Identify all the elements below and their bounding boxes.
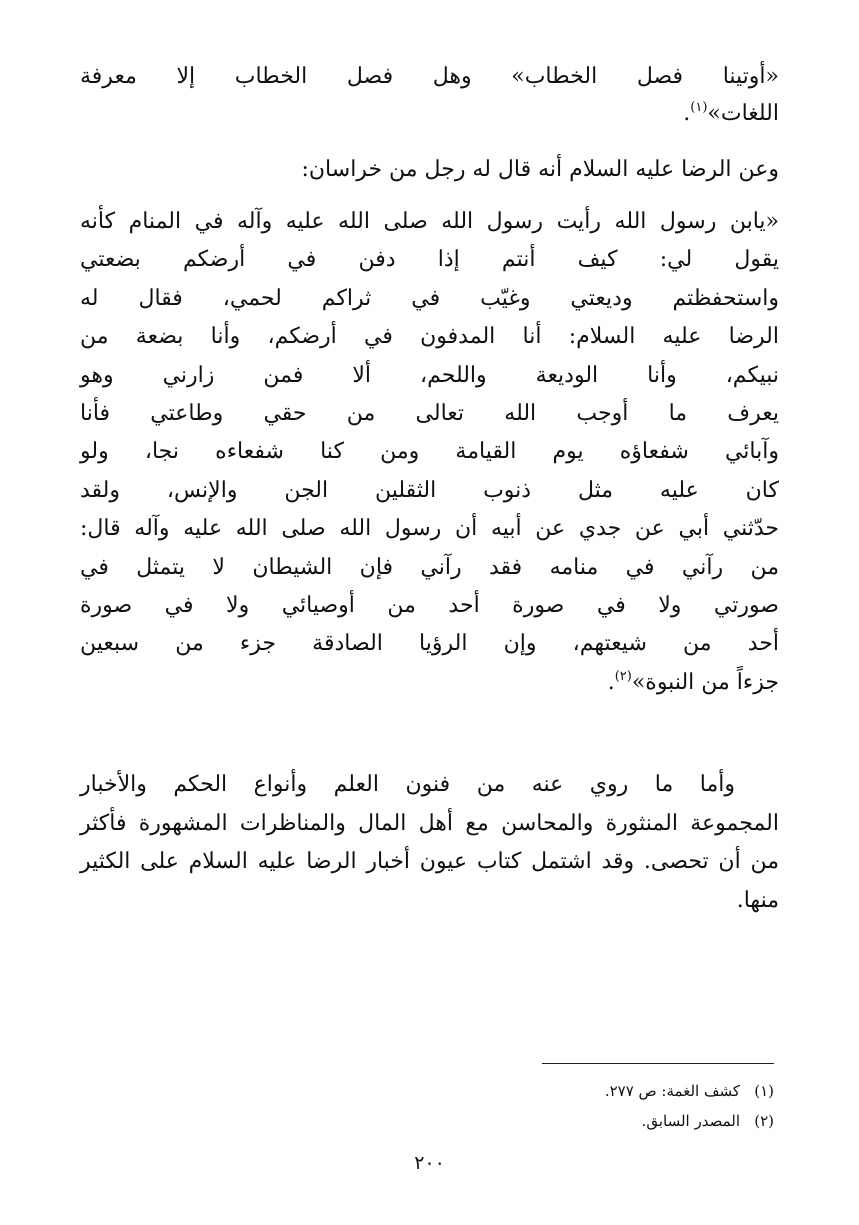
quote-line: أحد من شيعتهم، وإن الرؤيا الصادقة جزء من سبعين (80, 631, 779, 657)
footnote-number: (١) (754, 1082, 774, 1100)
closing-line: منها. (736, 888, 779, 914)
leadin-line: وعن الرضا عليه السلام أنه قال له رجل من خراسان: (301, 157, 779, 182)
footnotes (605, 1076, 774, 1136)
quote-line: حدّثني أبي عن جدي عن أبيه أن رسول الله صلى الله عليه وآله قال: (80, 516, 779, 542)
footnote-text: المصدر السابق. (641, 1112, 740, 1130)
footnote-divider (542, 1063, 774, 1064)
narration-leadin (60, 151, 779, 188)
quote-last-text: جزءاً من النبوة» (631, 669, 779, 695)
footnote-ref-1: (١) (690, 100, 708, 115)
quote-line: يعرف ما أوجب الله تعالى من حقي وطاعتي فأنا (80, 401, 779, 427)
closing-line: وأما ما روي عنه من فنون العلم وأنواع الحكم والأخبار (80, 772, 735, 797)
quote-line: الرضا عليه السلام: أنا المدفون في أرضكم، وأنا بضعة من (80, 324, 779, 350)
closing-line: المجموعة المنثورة والمحاسن مع أهل المال والمناظرات المشهورة فأكثر (80, 810, 779, 836)
intro-quote (80, 58, 779, 132)
quote-line: من رآني في منامه فقد رآني فإن الشيطان لا يتمثل في (80, 554, 779, 580)
quote-line-last (80, 664, 779, 702)
intro-line-2-text: اللغات» (707, 101, 779, 126)
footnote-item (605, 1106, 774, 1136)
footnote-text: كشف الغمة: ص ٢٧٧. (604, 1082, 740, 1100)
quote-line: واستحفظتم وديعتي وغيّب في ثراكم لحمي، فقال له (80, 285, 779, 311)
footnote-number: (٢) (754, 1112, 774, 1130)
quote-end-mark: . (607, 669, 615, 695)
intro-line-1: «أوتينا فصل الخطاب» وهل فصل الخطاب إلا معرفة (80, 64, 779, 89)
footnote-ref-2: (٢) (614, 668, 632, 684)
footnote-item (605, 1076, 774, 1106)
quote-line: كان عليه مثل ذنوب الثقلين الجن والإنس، ولقد (80, 477, 779, 503)
quote-line: نبيكم، وأنا الوديعة واللحم، ألا فمن زارني وهو (80, 362, 779, 388)
quote-line: «يابن رسول الله رأيت رسول الله صلى الله عليه وآله في المنام كأنه (80, 209, 779, 234)
hadith-quote (80, 203, 779, 702)
quote-line: صورتي ولا في صورة أحد من أوصيائي ولا في صورة (80, 593, 779, 619)
closing-line: من أن تحصى. وقد اشتمل كتاب عيون أخبار الرضا عليه السلام على الكثير (80, 849, 779, 875)
closing-paragraph (80, 766, 779, 921)
page-number: ٢٠٠ (414, 1152, 445, 1174)
quote-line: يقول لي: كيف أنتم إذا دفن في أرضكم بضعتي (80, 247, 779, 273)
quote-line: وآبائي شفعاؤه يوم القيامة ومن كنا شفعاءه نجا، ولو (80, 439, 779, 465)
intro-line-2 (80, 95, 779, 132)
intro-end-mark: . (683, 101, 691, 126)
